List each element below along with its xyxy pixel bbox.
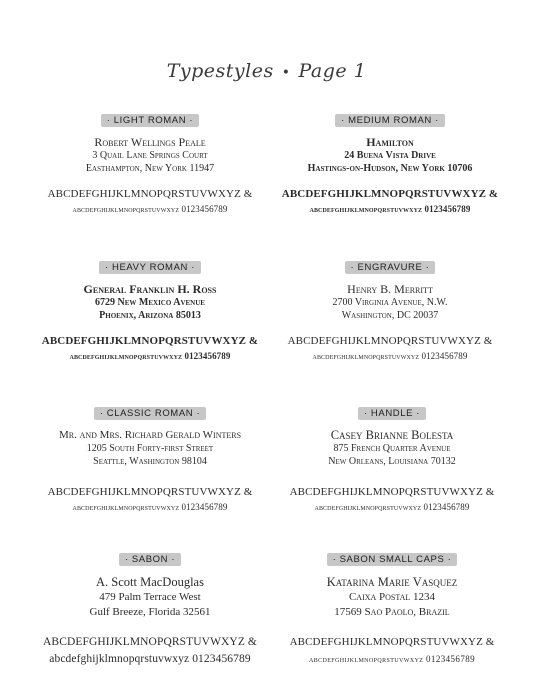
sample-address-line1: 479 Palm Terrace West [99, 591, 201, 603]
lowercase-alphabet: abcdefghijklmnopqrstuvwxyz 0123456789 [49, 653, 251, 665]
uppercase-alphabet: ABCDEFGHIJKLMNOPQRSTUVWXYZ & [287, 335, 493, 347]
uppercase-alphabet: ABCDEFGHIJKLMNOPQRSTUVWXYZ & [43, 636, 257, 648]
style-label: · HEAVY ROMAN · [99, 261, 201, 274]
lowercase-alphabet: abcdefghijklmnopqrstuvwxyz 0123456789 [309, 204, 471, 214]
lowercase-alphabet: abcdefghijklmnopqrstuvwxyz 0123456789 [314, 502, 470, 512]
specimen-sabon [15, 549, 285, 668]
sample-name: Henry B. Merritt [347, 282, 433, 296]
specimen-light-roman [25, 110, 275, 217]
sample-address-line1: 1205 South Forty-first Street [86, 443, 214, 454]
sample-name: Mr. and Mrs. Richard Gerald Winters [58, 429, 242, 441]
style-label: · LIGHT ROMAN · [101, 114, 199, 127]
style-label: · HANDLE · [358, 407, 426, 420]
sample-name: Hamilton [366, 135, 414, 149]
title-separator: • [281, 65, 291, 81]
uppercase-alphabet: ABCDEFGHIJKLMNOPQRSTUVWXYZ & [47, 486, 253, 498]
lowercase-alphabet: abcdefghijklmnopqrstuvwxyz 0123456789 [72, 502, 228, 512]
uppercase-alphabet: ABCDEFGHIJKLMNOPQRSTUVWXYZ & [41, 335, 259, 347]
sample-address-line1: 875 French Quarter Avenue [333, 443, 451, 454]
sample-name: A. Scott MacDouglas [96, 575, 204, 589]
sample-address-line1: 2700 Virginia Avenue, N.W. [332, 297, 448, 308]
specimen-handle [262, 403, 522, 515]
sample-address-line2: Phoenix, Arizona 85013 [99, 310, 201, 321]
sample-address-line2: Washington, DC 20037 [341, 310, 439, 321]
specimen-sabon-small-caps [262, 549, 522, 668]
sample-name: General Franklin H. Ross [83, 282, 217, 296]
lowercase-alphabet: abcdefghijklmnopqrstuvwxyz 0123456789 [312, 351, 468, 361]
sample-address-line1: 3 Quail Lane Springs Court [92, 150, 208, 161]
uppercase-alphabet: ABCDEFGHIJKLMNOPQRSTUVWXYZ & [289, 636, 495, 648]
lowercase-alphabet: abcdefghijklmnopqrstuvwxyz 0123456789 [308, 654, 476, 664]
style-label: · SABON · [119, 553, 181, 566]
title-right: Page 1 [298, 60, 367, 82]
uppercase-alphabet: ABCDEFGHIJKLMNOPQRSTUVWXYZ & [47, 188, 253, 200]
specimen-engravure [265, 257, 515, 364]
style-label: · SABON SMALL CAPS · [327, 553, 458, 566]
sample-name: Robert Wellings Peale [94, 135, 206, 149]
sample-name: Casey Brianne Bolesta [330, 428, 454, 442]
sample-address-line2: Easthampton, New York 11947 [85, 163, 215, 174]
specimen-classic-roman [15, 403, 285, 515]
lowercase-alphabet: abcdefghijklmnopqrstuvwxyz 0123456789 [69, 351, 231, 361]
sample-name: Katarina Marie Vasquez [326, 575, 458, 589]
style-label: · CLASSIC ROMAN · [94, 407, 206, 420]
specimen-heavy-roman [25, 257, 275, 364]
sample-address-line1: 6729 New Mexico Avenue [95, 297, 205, 308]
sample-address-line2: New Orleans, Louisiana 70132 [328, 456, 456, 467]
sample-address-line2: 17569 Sao Paolo, Brazil [334, 606, 450, 618]
lowercase-alphabet: abcdefghijklmnopqrstuvwxyz 0123456789 [72, 204, 228, 214]
sample-address-line2: Hastings-on-Hudson, New York 10706 [307, 163, 473, 174]
uppercase-alphabet: ABCDEFGHIJKLMNOPQRSTUVWXYZ & [281, 188, 499, 200]
uppercase-alphabet: ABCDEFGHIJKLMNOPQRSTUVWXYZ & [289, 486, 495, 498]
sample-address-line2: Gulf Breeze, Florida 32561 [89, 606, 211, 618]
sample-address-line1: 24 Buena Vista Drive [344, 150, 436, 161]
specimen-medium-roman [265, 110, 515, 217]
page-title [0, 60, 533, 82]
style-label: · ENGRAVURE · [345, 261, 436, 274]
sample-address-line2: Seattle, Washington 98104 [93, 456, 207, 467]
sample-address-line1: Caixa Postal 1234 [348, 591, 436, 603]
title-left: Typestyles [166, 60, 274, 82]
style-label: · MEDIUM ROMAN · [335, 114, 445, 127]
